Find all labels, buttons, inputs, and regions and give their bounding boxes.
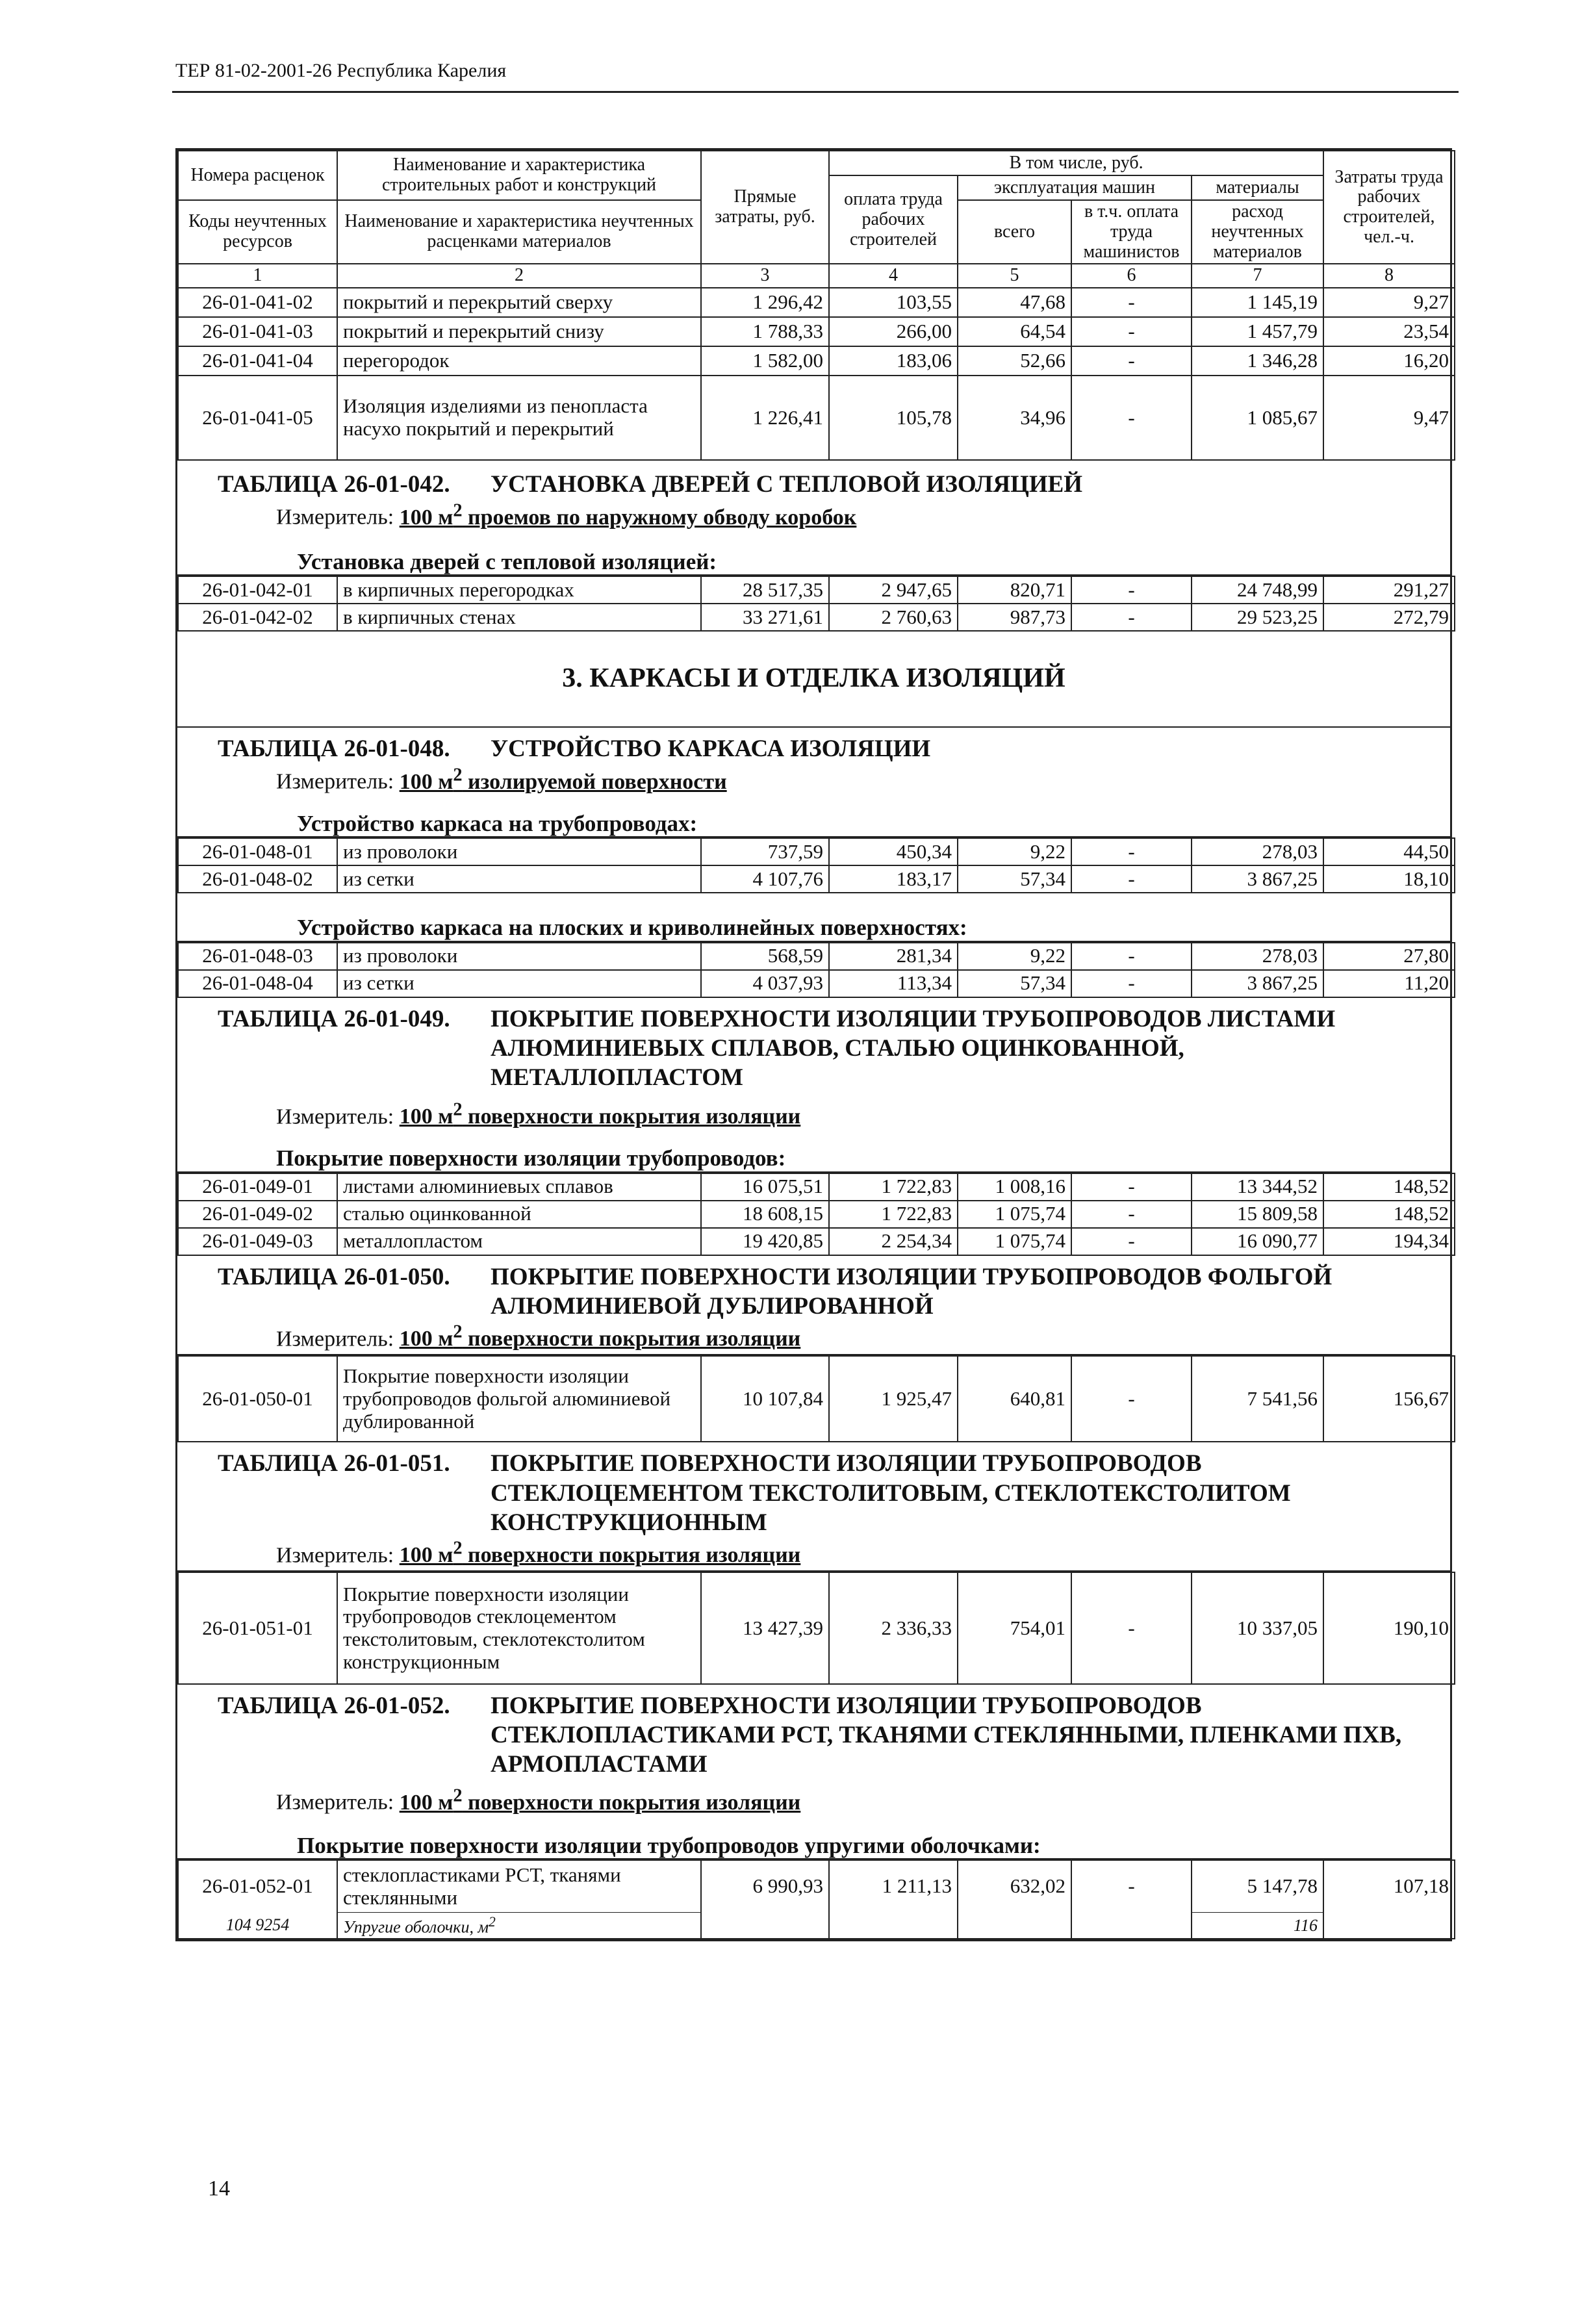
labor: 16,20 xyxy=(1323,346,1455,376)
subheader: Устройство каркаса на трубопроводах: xyxy=(297,810,698,836)
workers-pay: 1 211,13 xyxy=(829,1860,958,1912)
materials: 10 337,05 xyxy=(1192,1572,1323,1684)
measure-sup: 2 xyxy=(453,765,463,785)
table-row xyxy=(178,1173,1455,1201)
col-operators-pay: в т.ч. оплата труда машинистов xyxy=(1071,200,1192,264)
direct-costs: 737,59 xyxy=(701,838,829,865)
machine-total: 820,71 xyxy=(958,576,1071,604)
measure-line xyxy=(177,763,1450,797)
measure-text: поверхности покрытия изоляции xyxy=(462,1327,801,1351)
materials: 3 867,25 xyxy=(1192,865,1323,893)
materials: 278,03 xyxy=(1192,943,1323,970)
direct-costs: 1 582,00 xyxy=(701,346,829,376)
table-label: ТАБЛИЦА 26-01-042. xyxy=(218,471,450,498)
col-rate-numbers: Номера расценок xyxy=(178,151,337,200)
materials: 278,03 xyxy=(1192,838,1323,865)
workers-pay: 103,55 xyxy=(829,288,958,317)
operators-pay: - xyxy=(1071,288,1192,317)
machine-total: 47,68 xyxy=(958,288,1071,317)
rate-code: 26-01-042-01 xyxy=(178,576,337,604)
rate-code: 26-01-049-01 xyxy=(178,1173,337,1201)
direct-costs: 1 296,42 xyxy=(701,288,829,317)
workers-pay: 1 925,47 xyxy=(829,1356,958,1442)
col-name: Наименование и характеристика строительных работ и конструкций xyxy=(337,151,701,200)
table-row xyxy=(178,943,1455,970)
page-number: 14 xyxy=(208,2177,230,2201)
table-050 xyxy=(177,1355,1455,1442)
measure-text: поверхности покрытия изоляции xyxy=(462,1543,801,1568)
workers-pay: 1 722,83 xyxy=(829,1173,958,1201)
table-title-text: УСТРОЙСТВО КАРКАСА ИЗОЛЯЦИИ xyxy=(491,735,931,763)
workers-pay: 2 760,63 xyxy=(829,604,958,631)
rate-name: в кирпичных стенах xyxy=(337,604,701,631)
rate-code: 26-01-042-02 xyxy=(178,604,337,631)
rate-code: 26-01-048-02 xyxy=(178,865,337,893)
empty-cell xyxy=(829,1912,958,1938)
column-header-table xyxy=(177,150,1455,461)
rate-code: 26-01-049-03 xyxy=(178,1228,337,1255)
section-title: 3. КАРКАСЫ И ОТДЕЛКА ИЗОЛЯЦИЙ xyxy=(177,632,1450,728)
materials: 1 145,19 xyxy=(1192,288,1323,317)
measure-sup: 2 xyxy=(453,500,463,521)
direct-costs: 10 107,84 xyxy=(701,1356,829,1442)
table-row xyxy=(178,1201,1455,1228)
labor: 107,18 xyxy=(1323,1860,1455,1912)
direct-costs: 13 427,39 xyxy=(701,1572,829,1684)
table-label: ТАБЛИЦА 26-01-048. xyxy=(218,735,450,763)
labor: 148,52 xyxy=(1323,1173,1455,1201)
materials: 3 867,25 xyxy=(1192,970,1323,997)
measure-text: изолируемой поверхности xyxy=(462,769,727,794)
resource-code: 104 9254 xyxy=(178,1912,337,1938)
measure-sup: 2 xyxy=(453,1785,463,1806)
direct-costs: 568,59 xyxy=(701,943,829,970)
table-label: ТАБЛИЦА 26-01-049. xyxy=(218,1005,450,1032)
table-title xyxy=(177,728,1450,763)
col-number: 8 xyxy=(1323,264,1455,288)
machine-total: 9,22 xyxy=(958,838,1071,865)
table-label: ТАБЛИЦА 26-01-050. xyxy=(218,1263,450,1290)
table-row xyxy=(178,317,1455,346)
direct-costs: 18 608,15 xyxy=(701,1201,829,1228)
machine-total: 1 075,74 xyxy=(958,1228,1071,1255)
materials: 24 748,99 xyxy=(1192,576,1323,604)
operators-pay: - xyxy=(1071,376,1192,460)
table-row xyxy=(178,376,1455,460)
col-number: 1 xyxy=(178,264,337,288)
operators-pay: - xyxy=(1071,576,1192,604)
operators-pay: - xyxy=(1071,865,1192,893)
workers-pay: 113,34 xyxy=(829,970,958,997)
labor: 9,47 xyxy=(1323,376,1455,460)
table-title xyxy=(177,1442,1450,1537)
rate-name: из сетки xyxy=(337,970,701,997)
col-material-use: расход неучтенных материалов xyxy=(1192,200,1323,264)
measure-line xyxy=(177,1779,1450,1817)
table-042-heading xyxy=(177,461,1450,576)
col-including: В том числе, руб. xyxy=(829,151,1323,175)
table-048-pipelines xyxy=(177,837,1455,893)
table-row xyxy=(178,865,1455,893)
rate-name: покрытий и перекрытий снизу xyxy=(337,317,701,346)
table-title xyxy=(177,461,1450,499)
measure-line xyxy=(177,499,1450,532)
col-labor-costs: Затраты труда рабочих строителей, чел.-ч. xyxy=(1323,151,1455,264)
measure-unit: 100 м xyxy=(399,1327,453,1351)
table-title xyxy=(177,1685,1450,1779)
measure-prefix: Измеритель: xyxy=(276,1327,394,1351)
labor: 190,10 xyxy=(1323,1572,1455,1684)
table-row xyxy=(178,1356,1455,1442)
header-rule xyxy=(172,91,1459,93)
measure-prefix: Измеритель: xyxy=(276,1543,394,1568)
measure-text: проемов по наружному обводу коробок xyxy=(462,505,857,530)
labor: 291,27 xyxy=(1323,576,1455,604)
empty-cell xyxy=(958,1912,1071,1938)
direct-costs: 4 037,93 xyxy=(701,970,829,997)
measure-unit: 100 м xyxy=(399,505,453,530)
machine-total: 640,81 xyxy=(958,1356,1071,1442)
empty-cell xyxy=(1323,1912,1455,1938)
workers-pay: 281,34 xyxy=(829,943,958,970)
materials: 7 541,56 xyxy=(1192,1356,1323,1442)
labor: 27,80 xyxy=(1323,943,1455,970)
unaccounted-resource-row xyxy=(178,1912,1455,1938)
materials: 16 090,77 xyxy=(1192,1228,1323,1255)
table-label: ТАБЛИЦА 26-01-052. xyxy=(218,1692,450,1720)
resource-unit-sup: 2 xyxy=(489,1913,496,1930)
rate-code: 26-01-048-04 xyxy=(178,970,337,997)
table-048-heading xyxy=(177,728,1450,837)
rate-code: 26-01-049-02 xyxy=(178,1201,337,1228)
workers-pay: 2 336,33 xyxy=(829,1572,958,1684)
empty-cell xyxy=(1071,1912,1192,1938)
measure-line xyxy=(177,1092,1450,1132)
materials: 15 809,58 xyxy=(1192,1201,1323,1228)
table-label: ТАБЛИЦА 26-01-051. xyxy=(218,1450,450,1477)
operators-pay: - xyxy=(1071,1356,1192,1442)
table-052 xyxy=(177,1859,1455,1939)
table-042 xyxy=(177,576,1455,632)
machine-total: 64,54 xyxy=(958,317,1071,346)
table-049-heading xyxy=(177,998,1450,1173)
labor: 272,79 xyxy=(1323,604,1455,631)
subheader: Покрытие поверхности изоляции трубопроводов упругими оболочками: xyxy=(297,1832,1041,1858)
machine-total: 57,34 xyxy=(958,970,1071,997)
rate-name: листами алюминиевых сплавов xyxy=(337,1173,701,1201)
col-machine-operation: эксплуатация машин xyxy=(958,175,1192,200)
col-number: 3 xyxy=(701,264,829,288)
machine-total: 34,96 xyxy=(958,376,1071,460)
operators-pay: - xyxy=(1071,1572,1192,1684)
rate-name: Покрытие поверхности изоляции трубопроводов фольгой алюминиевой дублированной xyxy=(337,1356,701,1442)
table-row xyxy=(178,970,1455,997)
machine-total: 52,66 xyxy=(958,346,1071,376)
subheader: Установка дверей с тепловой изоляцией: xyxy=(297,548,717,574)
labor: 23,54 xyxy=(1323,317,1455,346)
measure-unit: 100 м xyxy=(399,1105,453,1129)
page-header: ТЕР 81-02-2001-26 Республика Карелия xyxy=(175,60,507,81)
labor: 9,27 xyxy=(1323,288,1455,317)
direct-costs: 33 271,61 xyxy=(701,604,829,631)
rate-name: сталью оцинкованной xyxy=(337,1201,701,1228)
machine-total: 754,01 xyxy=(958,1572,1071,1684)
labor: 18,10 xyxy=(1323,865,1455,893)
direct-costs: 28 517,35 xyxy=(701,576,829,604)
col-materials: материалы xyxy=(1192,175,1323,200)
table-title-text: ПОКРЫТИЕ ПОВЕРХНОСТИ ИЗОЛЯЦИИ ТРУБОПРОВОДОВ ФОЛЬГОЙ АЛЮМИНИЕВОЙ ДУБЛИРОВАННОЙ xyxy=(491,1263,1333,1320)
rate-name: из проволоки xyxy=(337,838,701,865)
machine-total: 1 075,74 xyxy=(958,1201,1071,1228)
resource-quantity: 116 xyxy=(1192,1912,1323,1938)
direct-costs: 6 990,93 xyxy=(701,1860,829,1912)
rate-name: Изоляция изделиями из пенопласта насухо покрытий и перекрытий xyxy=(337,376,701,460)
rate-code: 26-01-048-01 xyxy=(178,838,337,865)
machine-total: 987,73 xyxy=(958,604,1071,631)
subheader: Покрытие поверхности изоляции трубопроводов: xyxy=(276,1145,786,1171)
table-title-text: УСТАНОВКА ДВЕРЕЙ С ТЕПЛОВОЙ ИЗОЛЯЦИЕЙ xyxy=(491,471,1083,498)
measure-unit: 100 м xyxy=(399,1790,453,1815)
table-row xyxy=(178,346,1455,376)
rate-code: 26-01-052-01 xyxy=(178,1860,337,1912)
col-number: 7 xyxy=(1192,264,1323,288)
operators-pay: - xyxy=(1071,1228,1192,1255)
measure-prefix: Измеритель: xyxy=(276,1790,394,1815)
rate-name: перегородок xyxy=(337,346,701,376)
labor: 148,52 xyxy=(1323,1201,1455,1228)
rate-name: из проволоки xyxy=(337,943,701,970)
direct-costs: 1 226,41 xyxy=(701,376,829,460)
machine-total: 1 008,16 xyxy=(958,1173,1071,1201)
labor: 194,34 xyxy=(1323,1228,1455,1255)
direct-costs: 4 107,76 xyxy=(701,865,829,893)
measure-prefix: Измеритель: xyxy=(276,769,394,794)
rate-code: 26-01-051-01 xyxy=(178,1572,337,1684)
rate-code: 26-01-041-02 xyxy=(178,288,337,317)
col-workers-pay: оплата труда рабочих строителей xyxy=(829,175,958,264)
table-title xyxy=(177,998,1450,1092)
measure-text: поверхности покрытия изоляции xyxy=(462,1105,801,1129)
table-row xyxy=(178,1572,1455,1684)
measure-sup: 2 xyxy=(453,1099,463,1120)
rate-name: покрытий и перекрытий сверху xyxy=(337,288,701,317)
table-title-text: ПОКРЫТИЕ ПОВЕРХНОСТИ ИЗОЛЯЦИИ ТРУБОПРОВОДОВ СТЕКЛОПЛАСТИКАМИ РСТ, ТКАНЯМИ СТЕКЛЯННЫМИ, ПЛЕНКАМИ ПХВ, АРМОПЛАСТАМИ xyxy=(491,1692,1402,1778)
rate-name: в кирпичных перегородках xyxy=(337,576,701,604)
subheader: Устройство каркаса на плоских и криволинейных поверхностях: xyxy=(297,915,967,941)
document-body xyxy=(175,148,1452,1941)
workers-pay: 183,17 xyxy=(829,865,958,893)
rate-name: Покрытие поверхности изоляции трубопроводов стеклоцементом текстолитовым, стеклотекстолитом конструкционным xyxy=(337,1572,701,1684)
table-051 xyxy=(177,1572,1455,1685)
operators-pay: - xyxy=(1071,943,1192,970)
operators-pay: - xyxy=(1071,1173,1192,1201)
empty-cell xyxy=(701,1912,829,1938)
col-number: 6 xyxy=(1071,264,1192,288)
rate-name: стеклопластиками РСТ, тканями стеклянными xyxy=(337,1860,701,1912)
resource-name xyxy=(337,1912,701,1938)
table-row xyxy=(178,576,1455,604)
operators-pay: - xyxy=(1071,970,1192,997)
operators-pay: - xyxy=(1071,838,1192,865)
materials: 1 346,28 xyxy=(1192,346,1323,376)
table-row xyxy=(178,1228,1455,1255)
materials: 13 344,52 xyxy=(1192,1173,1323,1201)
col-number: 5 xyxy=(958,264,1071,288)
table-title-text: ПОКРЫТИЕ ПОВЕРХНОСТИ ИЗОЛЯЦИИ ТРУБОПРОВОДОВ СТЕКЛОЦЕМЕНТОМ ТЕКСТОЛИТОВЫМ, СТЕКЛОТЕКСТОЛИТОМ КОНСТРУКЦИОННЫМ xyxy=(491,1450,1291,1536)
table-048-subheading xyxy=(177,893,1450,942)
labor: 44,50 xyxy=(1323,838,1455,865)
workers-pay: 2 947,65 xyxy=(829,576,958,604)
table-title-text: ПОКРЫТИЕ ПОВЕРХНОСТИ ИЗОЛЯЦИИ ТРУБОПРОВОДОВ ЛИСТАМИ АЛЮМИНИЕВЫХ СПЛАВОВ, СТАЛЬЮ ОЦИНКОВАННОЙ, МЕТАЛЛОПЛАСТОМ xyxy=(491,1005,1336,1091)
rate-code: 26-01-041-04 xyxy=(178,346,337,376)
rate-code: 26-01-041-05 xyxy=(178,376,337,460)
measure-prefix: Измеритель: xyxy=(276,1105,394,1129)
workers-pay: 105,78 xyxy=(829,376,958,460)
materials: 1 085,67 xyxy=(1192,376,1323,460)
col-total: всего xyxy=(958,200,1071,264)
machine-total: 57,34 xyxy=(958,865,1071,893)
rate-name: металлопластом xyxy=(337,1228,701,1255)
operators-pay: - xyxy=(1071,317,1192,346)
operators-pay: - xyxy=(1071,1201,1192,1228)
table-051-heading xyxy=(177,1442,1450,1572)
machine-total: 632,02 xyxy=(958,1860,1071,1912)
rate-code: 26-01-041-03 xyxy=(178,317,337,346)
table-row xyxy=(178,1860,1455,1912)
materials: 1 457,79 xyxy=(1192,317,1323,346)
table-050-heading xyxy=(177,1256,1450,1356)
materials: 29 523,25 xyxy=(1192,604,1323,631)
col-number: 2 xyxy=(337,264,701,288)
col-unaccounted-name: Наименование и характеристика неучтенных расценками материалов xyxy=(337,200,701,264)
workers-pay: 266,00 xyxy=(829,317,958,346)
direct-costs: 1 788,33 xyxy=(701,317,829,346)
materials: 5 147,78 xyxy=(1192,1860,1323,1912)
direct-costs: 19 420,85 xyxy=(701,1228,829,1255)
measure-unit: 100 м xyxy=(399,1543,453,1568)
rate-name: из сетки xyxy=(337,865,701,893)
rate-code: 26-01-048-03 xyxy=(178,943,337,970)
workers-pay: 1 722,83 xyxy=(829,1201,958,1228)
table-row xyxy=(178,838,1455,865)
workers-pay: 183,06 xyxy=(829,346,958,376)
workers-pay: 450,34 xyxy=(829,838,958,865)
table-048-surfaces xyxy=(177,942,1455,998)
labor: 156,67 xyxy=(1323,1356,1455,1442)
table-049 xyxy=(177,1173,1455,1256)
measure-line xyxy=(177,1537,1450,1570)
labor: 11,20 xyxy=(1323,970,1455,997)
table-row xyxy=(178,288,1455,317)
operators-pay: - xyxy=(1071,604,1192,631)
operators-pay: - xyxy=(1071,346,1192,376)
table-title xyxy=(177,1256,1450,1321)
measure-line xyxy=(177,1321,1450,1354)
machine-total: 9,22 xyxy=(958,943,1071,970)
col-codes: Коды неучтенных ресурсов xyxy=(178,200,337,264)
workers-pay: 2 254,34 xyxy=(829,1228,958,1255)
col-direct-costs: Прямые затраты, руб. xyxy=(701,151,829,264)
direct-costs: 16 075,51 xyxy=(701,1173,829,1201)
measure-unit: 100 м xyxy=(399,769,453,794)
measure-sup: 2 xyxy=(453,1322,463,1343)
table-052-heading xyxy=(177,1685,1450,1859)
table-row xyxy=(178,604,1455,631)
col-number: 4 xyxy=(829,264,958,288)
rate-code: 26-01-050-01 xyxy=(178,1356,337,1442)
measure-text: поверхности покрытия изоляции xyxy=(462,1790,801,1815)
resource-name-text: Упругие оболочки, м xyxy=(343,1917,489,1937)
measure-prefix: Измеритель: xyxy=(276,505,394,530)
measure-sup: 2 xyxy=(453,1538,463,1559)
operators-pay: - xyxy=(1071,1860,1192,1912)
